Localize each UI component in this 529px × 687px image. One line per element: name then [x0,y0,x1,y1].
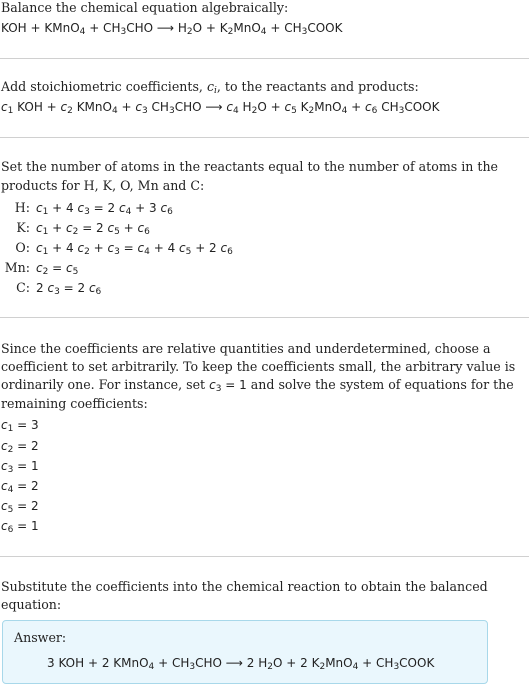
section1-heading: Balance the chemical equation algebraically: [1,0,289,15]
section2-heading: Add stoichiometric coefficients, $c_i$, to the reactants and products: [1,79,419,96]
unbalanced-equation: KOH + KMnO$_4$ + $CH_3CHO$ ⟶ $H_2O + K_2MnO_4$ + $CH_3COOK$ [1,21,343,37]
section5-intro-line2: equation: [1,597,62,612]
answer-box [2,620,488,684]
solution-c2: $c_2 = 2$ [1,439,39,455]
divider [0,58,529,59]
solution-c5: $c_5 = 2$ [1,499,39,515]
section5-intro-line1: Substitute the coefficients into the chemical reaction to obtain the balanced [1,579,488,594]
section4-para-line4: remaining coefficients: [1,396,148,411]
divider [0,317,529,318]
section4-para-line3: ordinarily one. For instance, set $c_3 = 1$ and solve the system of equations for the [1,377,514,394]
section4-para-line2: coefficient to set arbitrarily. To keep the coefficients small, the arbitrary value is [1,359,516,374]
divider [0,556,529,557]
solution-c4: $c_4 = 2$ [1,479,39,495]
solution-c6: $c_6 = 1$ [1,519,39,535]
answer-label: Answer: [14,630,67,645]
solution-c3: $c_3 = 1$ [1,459,39,475]
section3-intro-line1: Set the number of atoms in the reactants equal to the number of atoms in the [1,159,499,174]
divider [0,137,529,138]
section4-para-line1: Since the coefficients are relative quantities and underdetermined, choose a [1,341,491,356]
balanced-equation: 3 KOH + 2 KMnO$_4$ + $CH_3CHO$ ⟶ 2 $H_2O + 2$ $K_2MnO_4$ + $CH_3COOK$ [47,656,435,672]
coefficient-equation: $c_1$ KOH + $c_2$ KMnO$_4$ + $c_3$ $CH_3CHO$ ⟶ $c_4$ $H_2O + c_5$ $K_2MnO_4 + c_6$ $CH_3COOK$ [1,100,440,116]
solution-c1: $c_1 = 3$ [1,418,39,434]
section3-intro-line2: products for H, K, O, Mn and C: [1,178,205,193]
